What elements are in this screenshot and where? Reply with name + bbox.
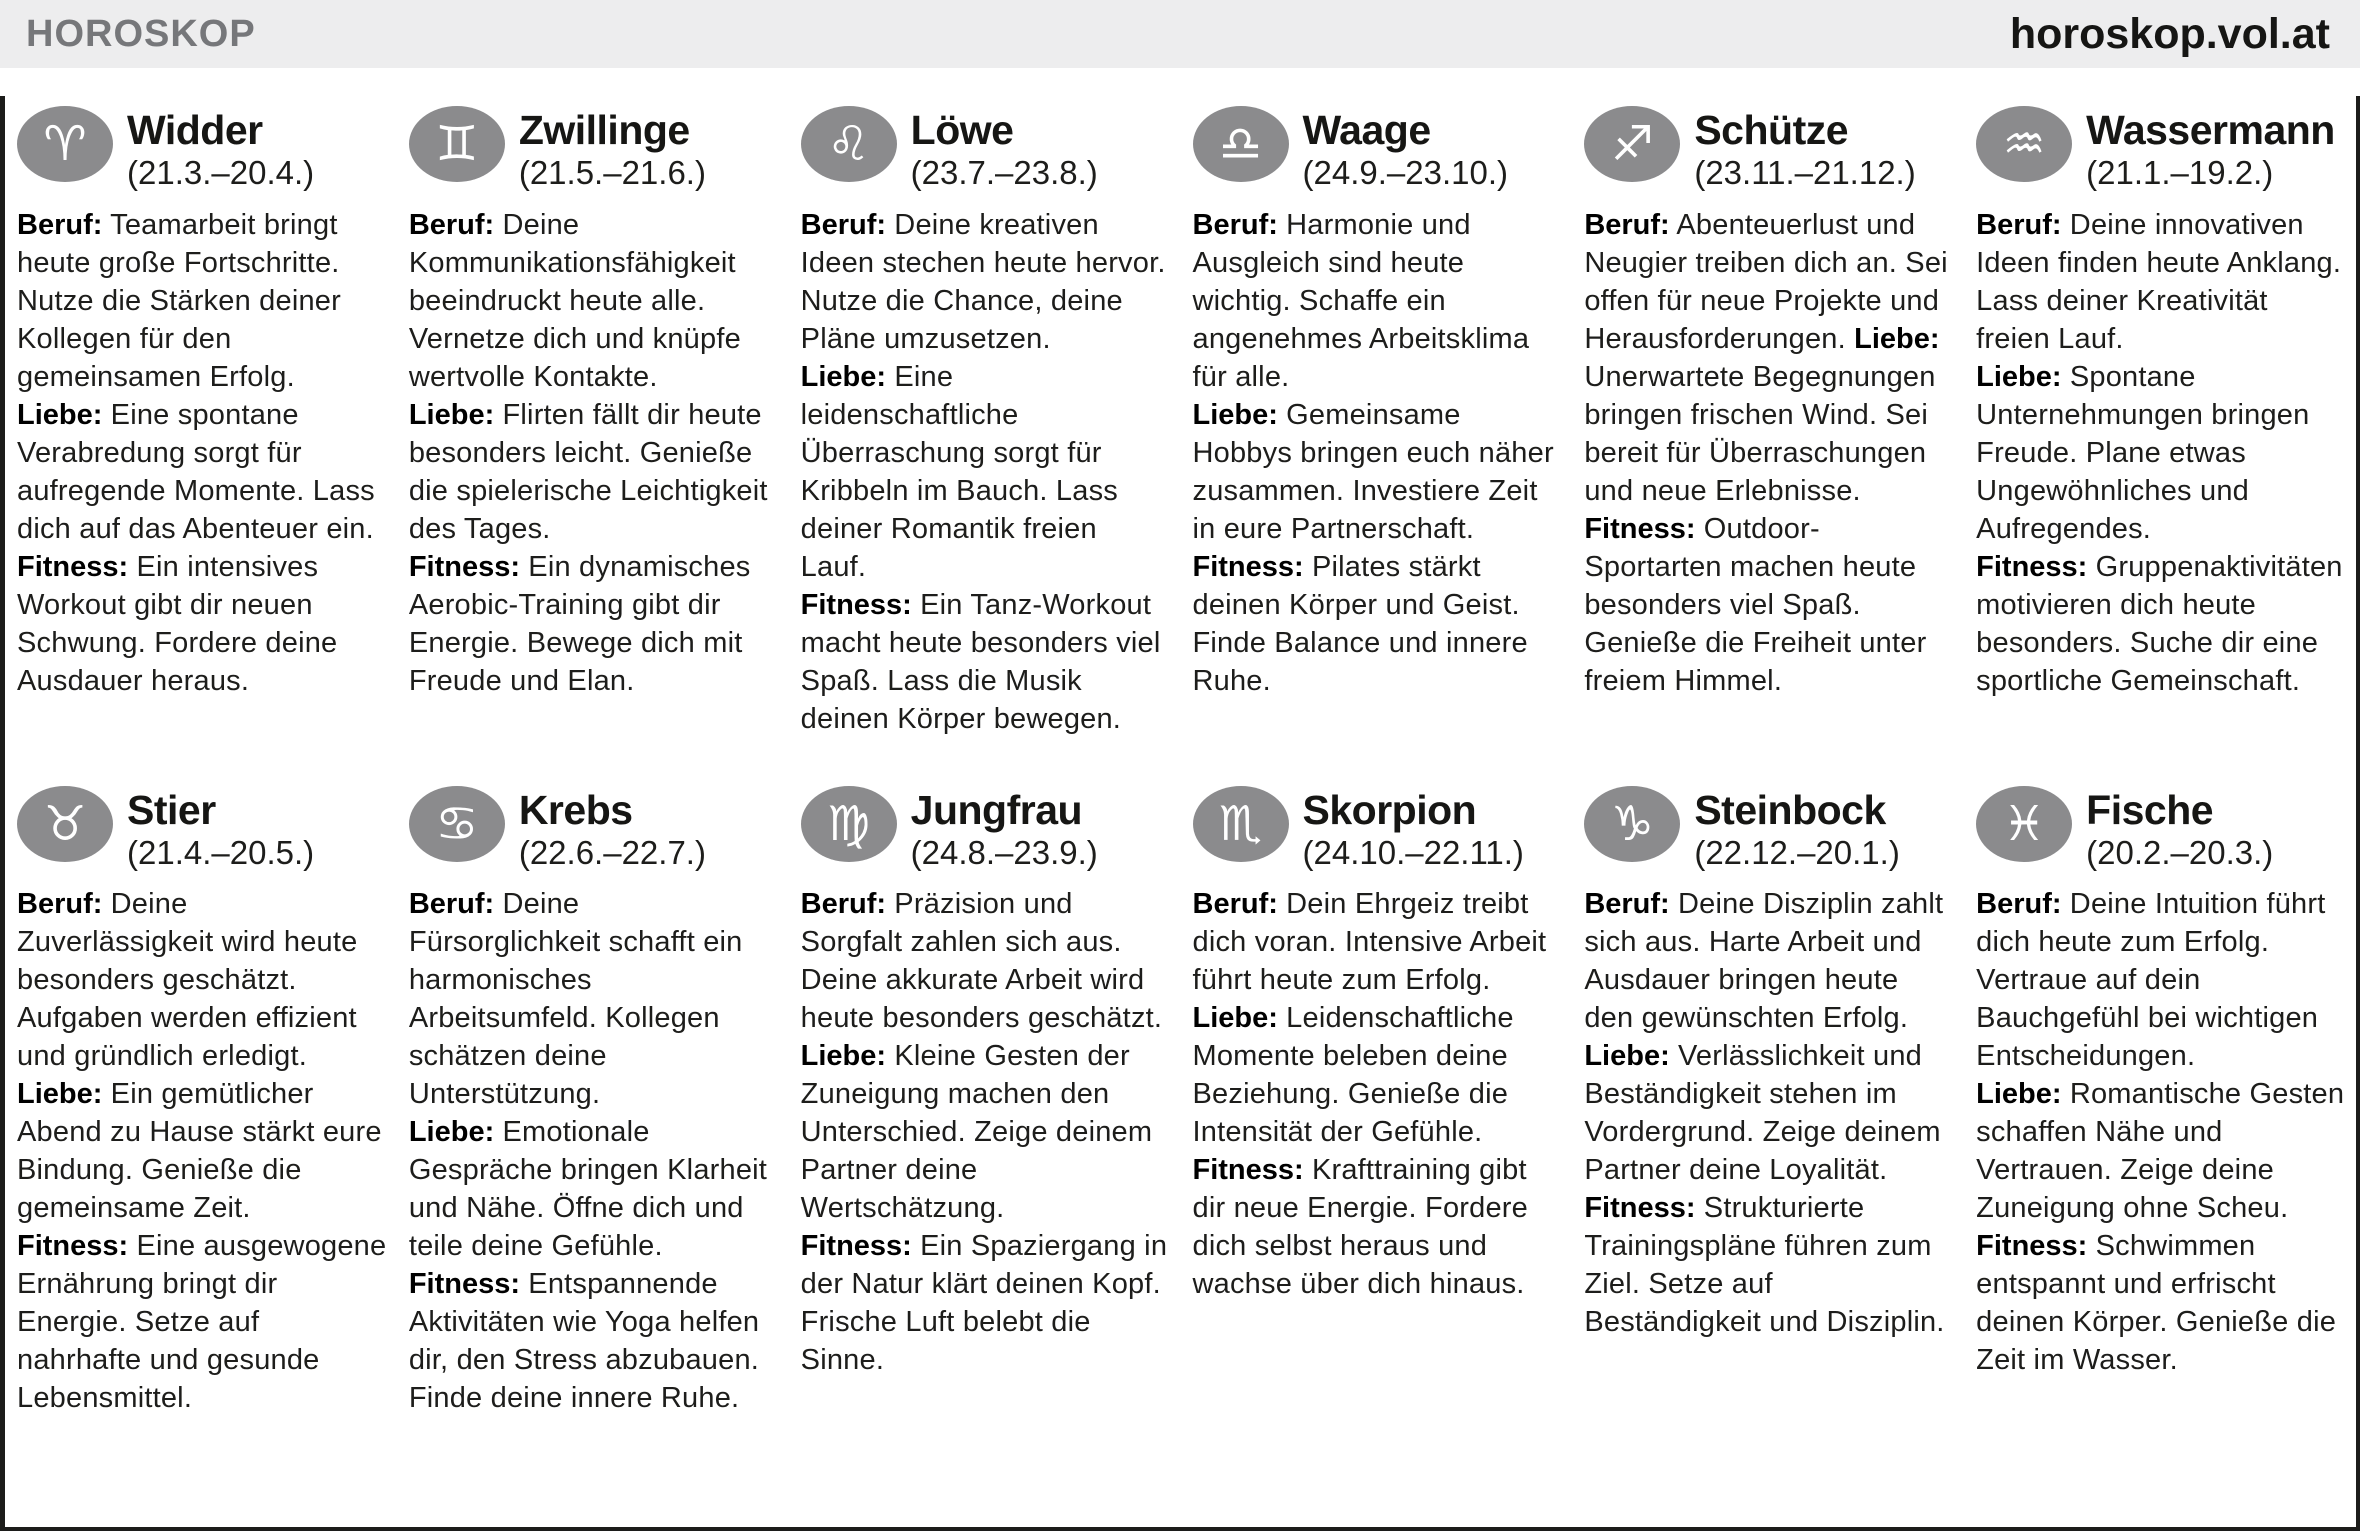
section-text: Ein intensives Workout gibt dir neuen Schwung. Fordere deine Ausdauer heraus. bbox=[17, 550, 338, 697]
horoscope-paragraph bbox=[17, 1227, 387, 1417]
section-text: Dein Ehrgeiz treibt dich voran. Intensive Arbeit führt heute zum Erfolg. bbox=[1192, 888, 1547, 997]
sign-titles bbox=[1303, 106, 1508, 194]
section-text: Deine Intuition führt dich heute zum Erfolg. Vertraue auf dein Bauchgefühl bei wichtigen Entscheidungen. bbox=[1976, 888, 2326, 1073]
horoscope-paragraph bbox=[1193, 1151, 1563, 1303]
horoscope-paragraph bbox=[1193, 206, 1563, 396]
sign-text bbox=[409, 885, 779, 1417]
section-text: Ein dynamisches Aerobic-Training gibt dir Energie. Bewege dich mit Freude und Elan. bbox=[408, 550, 751, 697]
horoscope-cell-fische bbox=[1976, 786, 2346, 1418]
section-label: Beruf: bbox=[1584, 208, 1670, 241]
section-label: Fitness: bbox=[408, 1268, 521, 1301]
section-text: Flirten fällt dir heute besonders leicht. Genieße die spielerische Leichtigkeit des Tages. bbox=[408, 398, 768, 545]
section-text: Harmonie und Ausgleich sind heute wichtig. Schaffe ein angenehmes Arbeitsklima für alle. bbox=[1192, 208, 1530, 393]
gemini-icon: ♊ bbox=[409, 106, 505, 182]
section-text: Ein Spaziergang in der Natur klärt deinen Kopf. Frische Luft belebt die Sinne. bbox=[800, 1230, 1168, 1377]
section-text: Ein Tanz-Workout macht heute besonders viel Spaß. Lass die Musik deinen Körper bewegen. bbox=[800, 588, 1161, 735]
sign-header bbox=[801, 106, 1171, 194]
sign-header bbox=[1193, 786, 1563, 874]
sign-titles bbox=[519, 786, 706, 874]
sign-titles bbox=[1694, 106, 1915, 194]
sign-text bbox=[17, 885, 387, 1417]
sign-text bbox=[1584, 206, 1954, 700]
section-label: Beruf: bbox=[1192, 888, 1278, 921]
horoscope-paragraph bbox=[17, 548, 387, 700]
sign-header bbox=[409, 786, 779, 874]
horoscope-cell-waage bbox=[1193, 106, 1563, 738]
horoscope-paragraph bbox=[801, 885, 1171, 1037]
section-text: Teamarbeit bringt heute große Fortschritte. Nutze die Stärken deiner Kollegen für den gemeinsamen Erfolg. bbox=[17, 208, 341, 393]
section-label: Liebe: bbox=[17, 398, 103, 431]
section-label: Liebe: bbox=[408, 1116, 495, 1149]
section-text: Gemeinsame Hobbys bringen euch näher zusammen. Investiere Zeit in eure Partnerschaft. bbox=[1192, 398, 1554, 545]
horoscope-paragraph bbox=[17, 885, 387, 1075]
section-label: Beruf: bbox=[17, 208, 103, 241]
sign-dates: (21.1.–19.2.) bbox=[2086, 154, 2274, 192]
sign-text bbox=[801, 885, 1171, 1379]
section-text: Entspannende Aktivitäten wie Yoga helfen dir, den Stress abzubauen. Finde deine innere Ruhe. bbox=[408, 1268, 760, 1415]
section-text: Eine leidenschaftliche Überraschung sorgt für Kribbeln im Bauch. Lass deiner Romantik freien Lauf. bbox=[800, 360, 1118, 583]
sign-titles bbox=[1694, 786, 1899, 874]
section-label: Fitness: bbox=[1192, 550, 1304, 583]
sign-name: Fische bbox=[2086, 786, 2214, 833]
content-frame bbox=[0, 96, 2360, 1531]
section-text: Deine Fürsorglichkeit schafft ein harmonisches Arbeitsumfeld. Kollegen schätzen deine Unterstützung. bbox=[408, 888, 743, 1111]
section-label: Liebe: bbox=[1192, 398, 1278, 431]
sign-dates: (23.11.–21.12.) bbox=[1694, 154, 1916, 192]
header-bar bbox=[0, 0, 2360, 68]
section-label: Liebe: bbox=[1584, 1040, 1670, 1073]
taurus-icon: ♉ bbox=[17, 786, 113, 862]
section-text: Unerwartete Begegnungen bringen frischen Wind. Sei bereit für Überraschungen und neue Erlebnisse. bbox=[1584, 360, 1936, 507]
section-label: Fitness: bbox=[800, 588, 912, 621]
section-label: Beruf: bbox=[1976, 888, 2062, 921]
section-label: Liebe: bbox=[1976, 1078, 2062, 1111]
section-label: Beruf: bbox=[1976, 208, 2062, 241]
section-label: Liebe: bbox=[1192, 1002, 1278, 1035]
section-text: Spontane Unternehmungen bringen Freude. Plane etwas Ungewöhnliches und Aufregendes. bbox=[1976, 360, 2310, 545]
sign-text bbox=[1976, 206, 2346, 700]
section-text: Deine Kommunikationsfähigkeit beeindruckt heute alle. Vernetze dich und knüpfe wertvolle Kontakte. bbox=[408, 208, 741, 393]
sign-name: Schütze bbox=[1694, 107, 1849, 153]
cancer-icon: ♋ bbox=[409, 786, 505, 862]
virgo-icon: ♍ bbox=[801, 786, 897, 862]
section-label: Fitness: bbox=[17, 1230, 129, 1263]
section-label: Liebe: bbox=[408, 398, 495, 431]
section-text: Eine ausgewogene Ernährung bringt dir Energie. Setze auf nahrhafte und gesunde Lebensmittel. bbox=[17, 1230, 387, 1415]
section-text: Emotionale Gespräche bringen Klarheit und Nähe. Öffne dich und teile deine Gefühle. bbox=[408, 1116, 768, 1263]
horoscope-paragraph bbox=[1584, 1189, 1954, 1341]
sign-name: Widder bbox=[127, 107, 263, 153]
sign-dates: (24.10.–22.11.) bbox=[1302, 833, 1524, 871]
sign-text bbox=[1584, 885, 1954, 1341]
section-text: Deine Disziplin zahlt sich aus. Harte Arbeit und Ausdauer bringen heute den gewünschten Erfolg. bbox=[1584, 888, 1944, 1035]
sign-dates: (21.4.–20.5.) bbox=[127, 833, 315, 871]
sign-titles bbox=[519, 106, 706, 194]
horoscope-cell-schuetze bbox=[1584, 106, 1954, 738]
horoscope-cell-zwillinge bbox=[409, 106, 779, 738]
pisces-icon: ♓ bbox=[1976, 786, 2072, 862]
horoscope-paragraph bbox=[1976, 1075, 2346, 1227]
sign-dates: (21.5.–21.6.) bbox=[518, 154, 706, 192]
sign-header bbox=[1976, 106, 2346, 194]
section-label: Liebe: bbox=[800, 1040, 887, 1073]
sign-header bbox=[1584, 106, 1954, 194]
horoscope-paragraph bbox=[1976, 1227, 2346, 1379]
horoscope-cell-jungfrau bbox=[801, 786, 1171, 1418]
sign-name: Krebs bbox=[518, 786, 633, 833]
sign-header bbox=[1584, 786, 1954, 874]
sign-name: Steinbock bbox=[1694, 786, 1886, 833]
section-text: Romantische Gesten schaffen Nähe und Vertrauen. Zeige deine Zuneigung ohne Scheu. bbox=[1976, 1078, 2345, 1225]
section-label: Liebe: bbox=[800, 360, 887, 393]
sign-text bbox=[17, 206, 387, 700]
sign-text bbox=[409, 206, 779, 700]
sign-header bbox=[409, 106, 779, 194]
horoscope-paragraph bbox=[1584, 206, 1954, 510]
section-label: Fitness: bbox=[1584, 512, 1696, 545]
horoscope-cell-steinbock bbox=[1584, 786, 1954, 1418]
horoscope-cell-stier bbox=[17, 786, 387, 1418]
section-text: Schwimmen entspannt und erfrischt deinen Körper. Genieße die Zeit im Wasser. bbox=[1976, 1230, 2337, 1377]
horoscope-paragraph bbox=[801, 206, 1171, 358]
horoscope-cell-skorpion bbox=[1193, 786, 1563, 1418]
section-label: Fitness: bbox=[1584, 1192, 1696, 1225]
horoscope-paragraph bbox=[801, 1227, 1171, 1379]
horoscope-cell-widder bbox=[17, 106, 387, 738]
sign-name: Waage bbox=[1302, 107, 1431, 153]
sign-text bbox=[1193, 206, 1563, 700]
sign-titles bbox=[2086, 786, 2273, 874]
sign-titles bbox=[911, 106, 1098, 194]
section-text: Verlässlichkeit und Beständigkeit stehen im Vordergrund. Zeige deinem Partner deine Loyalität. bbox=[1584, 1040, 1941, 1187]
section-label: Beruf: bbox=[1584, 888, 1670, 921]
horoscope-paragraph bbox=[801, 1037, 1171, 1227]
horoscope-paragraph bbox=[1193, 396, 1563, 548]
section-label: Beruf: bbox=[800, 888, 887, 921]
sign-header bbox=[801, 786, 1171, 874]
section-text: Präzision und Sorgfalt zahlen sich aus. Deine akkurate Arbeit wird heute besonders geschätzt. bbox=[800, 888, 1163, 1035]
horoscope-paragraph bbox=[1976, 548, 2346, 700]
sign-dates: (22.12.–20.1.) bbox=[1694, 833, 1900, 871]
horoscope-paragraph bbox=[1976, 358, 2346, 548]
horoscope-paragraph bbox=[17, 1075, 387, 1227]
horoscope-cell-wassermann bbox=[1976, 106, 2346, 738]
sign-dates: (20.2.–20.3.) bbox=[2086, 833, 2274, 871]
section-label: Fitness: bbox=[1976, 1230, 2088, 1263]
horoscope-paragraph bbox=[409, 548, 779, 700]
horoscope-paragraph bbox=[1193, 999, 1563, 1151]
section-label: Beruf: bbox=[800, 208, 887, 241]
sign-text bbox=[1193, 885, 1563, 1303]
sign-header bbox=[1193, 106, 1563, 194]
horoscope-cell-krebs bbox=[409, 786, 779, 1418]
section-label: Liebe: bbox=[17, 1078, 103, 1111]
sign-name: Wassermann bbox=[2086, 107, 2335, 153]
horoscope-paragraph bbox=[1193, 548, 1563, 700]
horoscope-cell-loewe bbox=[801, 106, 1171, 738]
horoscope-paragraph bbox=[801, 358, 1171, 586]
section-label: Beruf: bbox=[17, 888, 103, 921]
sign-header bbox=[17, 106, 387, 194]
section-text: Deine kreativen Ideen stechen heute hervor. Nutze die Chance, deine Pläne umzusetzen. bbox=[800, 208, 1166, 355]
horoscope-paragraph bbox=[1976, 206, 2346, 358]
sign-text bbox=[1976, 885, 2346, 1379]
section-text: Deine Zuverlässigkeit wird heute besonders geschätzt. Aufgaben werden effizient und gründlich erledigt. bbox=[17, 888, 358, 1073]
sagittarius-icon: ♐ bbox=[1584, 106, 1680, 182]
sign-dates: (22.6.–22.7.) bbox=[518, 833, 706, 871]
section-label: Fitness: bbox=[1192, 1154, 1304, 1187]
section-text: Ein gemütlicher Abend zu Hause stärkt eure Bindung. Genieße die gemeinsame Zeit. bbox=[17, 1078, 382, 1225]
section-label: Beruf: bbox=[1192, 208, 1278, 241]
horoscope-paragraph bbox=[409, 396, 779, 548]
section-text: Kleine Gesten der Zuneigung machen den Unterschied. Zeige deinem Partner deine Wertschätzung. bbox=[800, 1040, 1153, 1225]
section-label: Fitness: bbox=[408, 550, 521, 583]
section-label: Fitness: bbox=[800, 1230, 912, 1263]
capricorn-icon: ♑ bbox=[1584, 786, 1680, 862]
section-text: Krafttraining gibt dir neue Energie. Fordere dich selbst heraus und wachse über dich hinaus. bbox=[1192, 1154, 1528, 1301]
sign-titles bbox=[127, 106, 314, 194]
horoscope-paragraph bbox=[1976, 885, 2346, 1075]
sign-header bbox=[17, 786, 387, 874]
horoscope-paragraph bbox=[1193, 885, 1563, 999]
leo-icon: ♌ bbox=[801, 106, 897, 182]
horoscope-paragraph bbox=[801, 586, 1171, 738]
horoscope-paragraph bbox=[17, 206, 387, 396]
section-text: Abenteuerlust und Neugier treiben dich an. Sei offen für neue Projekte und Herausforderungen. bbox=[1584, 208, 1948, 355]
sign-dates: (24.9.–23.10.) bbox=[1302, 154, 1508, 192]
horoscope-paragraph bbox=[409, 1113, 779, 1265]
sign-dates: (24.8.–23.9.) bbox=[910, 833, 1098, 871]
section-text: Eine spontane Verabredung sorgt für aufregende Momente. Lass dich auf das Abenteuer ein. bbox=[17, 398, 375, 545]
sign-dates: (23.7.–23.8.) bbox=[910, 154, 1098, 192]
horoscope-paragraph bbox=[409, 206, 779, 396]
page-title: HOROSKOP bbox=[26, 12, 256, 55]
aquarius-icon: ♒ bbox=[1976, 106, 2072, 182]
section-text: Gruppenaktivitäten motivieren dich heute besonders. Suche dir eine sportliche Gemeinschaft. bbox=[1976, 550, 2343, 697]
horoscope-paragraph bbox=[1584, 1037, 1954, 1189]
section-text: Strukturierte Trainingspläne führen zum Ziel. Setze auf Beständigkeit und Disziplin. bbox=[1584, 1192, 1945, 1339]
section-text: Outdoor-Sportarten machen heute besonders viel Spaß. Genieße die Freiheit unter freiem Himmel. bbox=[1584, 512, 1927, 697]
section-label: Liebe: bbox=[1854, 322, 1940, 355]
sign-name: Stier bbox=[127, 786, 216, 833]
horoscope-paragraph bbox=[409, 1265, 779, 1417]
site-url: horoskop.vol.at bbox=[2009, 9, 2330, 58]
sign-titles bbox=[1303, 786, 1524, 874]
section-label: Beruf: bbox=[408, 208, 495, 241]
aries-icon: ♈ bbox=[17, 106, 113, 182]
sign-titles bbox=[911, 786, 1098, 874]
sign-name: Skorpion bbox=[1302, 786, 1477, 833]
horoscope-paragraph bbox=[409, 885, 779, 1113]
scorpio-icon: ♏ bbox=[1193, 786, 1289, 862]
sign-text bbox=[801, 206, 1171, 738]
section-text: Leidenschaftliche Momente beleben deine Beziehung. Genieße die Intensität der Gefühle. bbox=[1192, 1002, 1514, 1149]
sign-titles bbox=[127, 786, 314, 874]
section-text: Pilates stärkt deinen Körper und Geist. Finde Balance und innere Ruhe. bbox=[1192, 550, 1528, 697]
sign-dates: (21.3.–20.4.) bbox=[127, 154, 315, 192]
sign-name: Zwillinge bbox=[518, 107, 690, 153]
section-label: Fitness: bbox=[17, 550, 129, 583]
sign-titles bbox=[2086, 106, 2335, 194]
libra-icon: ♎ bbox=[1193, 106, 1289, 182]
section-label: Fitness: bbox=[1976, 550, 2088, 583]
section-text: Deine innovativen Ideen finden heute Anklang. Lass deiner Kreativität freien Lauf. bbox=[1976, 208, 2342, 355]
horoscope-paragraph bbox=[1584, 510, 1954, 700]
horoscope-paragraph bbox=[1584, 885, 1954, 1037]
horoscope-grid bbox=[11, 106, 2352, 1417]
section-label: Liebe: bbox=[1976, 360, 2062, 393]
sign-name: Jungfrau bbox=[910, 786, 1083, 833]
sign-header bbox=[1976, 786, 2346, 874]
section-label: Beruf: bbox=[408, 888, 495, 921]
horoscope-paragraph bbox=[17, 396, 387, 548]
sign-name: Löwe bbox=[910, 107, 1014, 153]
